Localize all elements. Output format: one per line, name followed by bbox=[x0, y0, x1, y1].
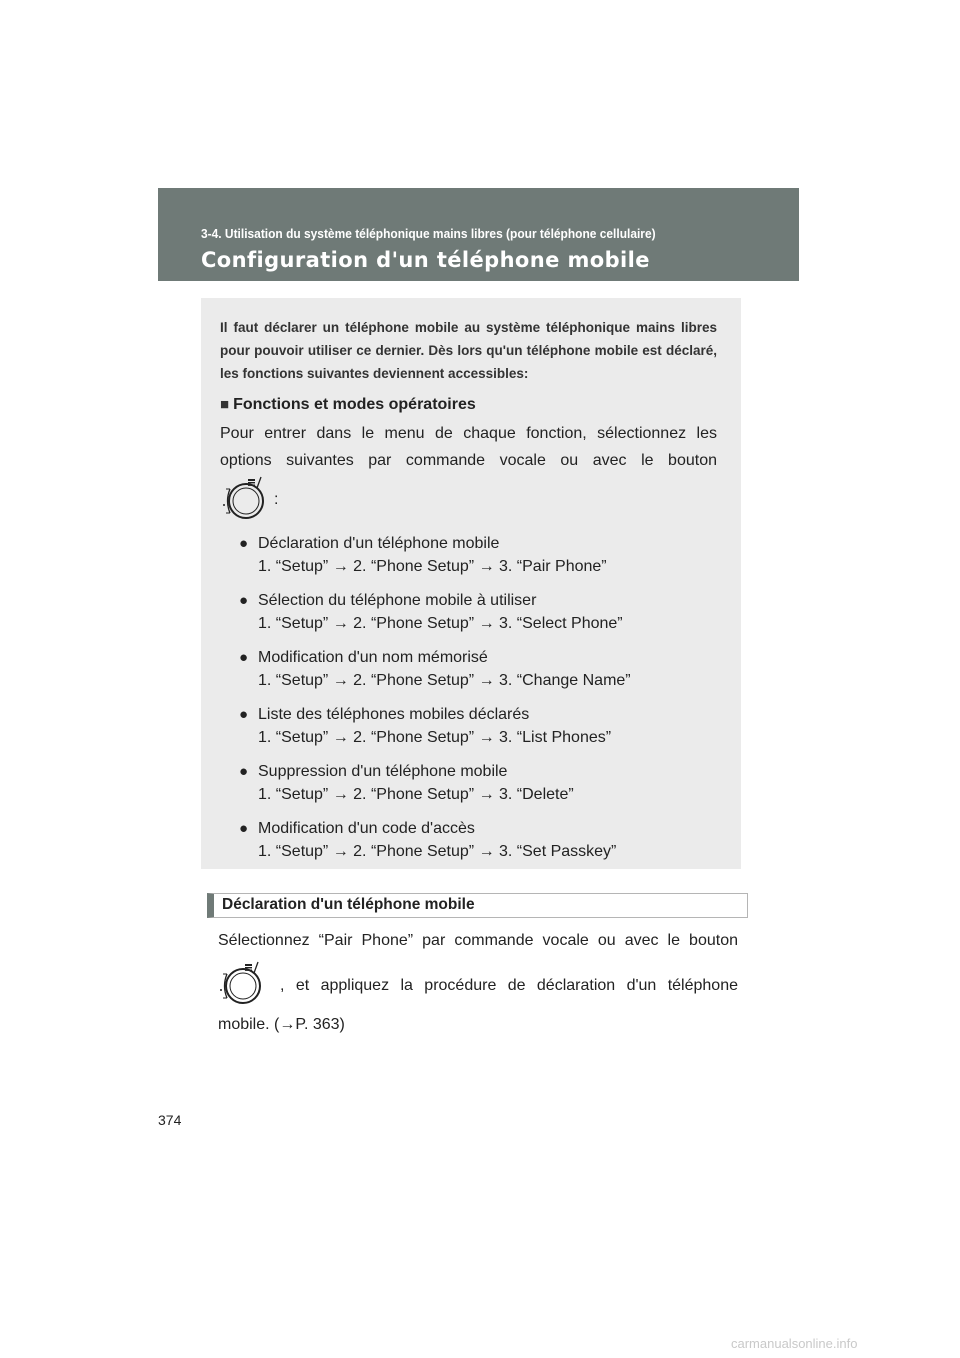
list-item-title: Déclaration d'un téléphone mobile bbox=[258, 535, 500, 552]
section-text-line-1: Sélectionnez “Pair Phone” par commande vocale ou avec le bouton bbox=[218, 932, 738, 949]
bullet-icon: ● bbox=[239, 706, 249, 723]
talk-knob-icon bbox=[221, 475, 271, 527]
subheading-text: Fonctions et modes opératoires bbox=[233, 396, 476, 413]
section-label: 3-4. Utilisation du système téléphonique mains libres (pour téléphone cellulaire) bbox=[201, 226, 656, 241]
list-item-path: 1. “Setup” → 2. “Phone Setup” → 3. “Change Name” bbox=[258, 672, 631, 689]
list-item bbox=[239, 817, 719, 863]
talk-knob-icon bbox=[218, 960, 268, 1012]
page-number: 374 bbox=[158, 1112, 182, 1128]
section-text-line-3: mobile. (→P. 363) bbox=[218, 1016, 345, 1033]
list-item bbox=[239, 646, 719, 692]
header-band bbox=[158, 188, 799, 281]
list-item bbox=[239, 760, 719, 806]
list-item-title: Liste des téléphones mobiles déclarés bbox=[258, 706, 530, 723]
list-item bbox=[239, 589, 719, 635]
bullet-icon: ● bbox=[239, 649, 249, 666]
bullet-icon: ● bbox=[239, 592, 249, 609]
bullet-icon: ● bbox=[239, 763, 249, 780]
list-item-title: Sélection du téléphone mobile à utiliser bbox=[258, 592, 537, 609]
list-item-title: Suppression d'un téléphone mobile bbox=[258, 763, 508, 780]
bullet-icon: ● bbox=[239, 820, 249, 837]
page-title: Configuration d'un téléphone mobile bbox=[201, 248, 650, 272]
list-item-title: Modification d'un nom mémorisé bbox=[258, 649, 488, 666]
section-text-line-2: , et appliquez la procédure de déclaration d'un téléphone bbox=[280, 977, 738, 994]
list-item-path: 1. “Setup” → 2. “Phone Setup” → 3. “List Phones” bbox=[258, 729, 612, 746]
section-heading: Déclaration d'un téléphone mobile bbox=[222, 896, 475, 913]
subheading bbox=[220, 396, 476, 414]
function-list bbox=[239, 532, 719, 874]
list-item-path: 1. “Setup” → 2. “Phone Setup” → 3. “Select Phone” bbox=[258, 615, 623, 632]
intro-text: Il faut déclarer un téléphone mobile au système téléphonique mains libres pour pouvoir utiliser ce dernier. Dès lors qu'un téléphone mobile est déclaré, les fonctions suivantes deviennent accessibles: bbox=[220, 320, 717, 381]
list-item-path: 1. “Setup” → 2. “Phone Setup” → 3. “Set Passkey” bbox=[258, 843, 617, 860]
section-heading-bar bbox=[207, 893, 748, 918]
bullet-icon: ● bbox=[239, 535, 249, 552]
list-item-path: 1. “Setup” → 2. “Phone Setup” → 3. “Pair Phone” bbox=[258, 558, 607, 575]
list-item bbox=[239, 532, 719, 578]
list-item bbox=[239, 703, 719, 749]
list-item-path: 1. “Setup” → 2. “Phone Setup” → 3. “Delete” bbox=[258, 786, 574, 803]
instruction-text: Pour entrer dans le menu de chaque fonction, sélectionnez les options suivantes par commande vocale ou avec le bouton bbox=[220, 425, 717, 469]
watermark: carmanualsonline.info bbox=[731, 1336, 858, 1351]
square-bullet-icon: ■ bbox=[220, 396, 230, 413]
list-item-title: Modification d'un code d'accès bbox=[258, 820, 475, 837]
knob-colon: : bbox=[274, 491, 279, 508]
info-box bbox=[201, 298, 741, 869]
